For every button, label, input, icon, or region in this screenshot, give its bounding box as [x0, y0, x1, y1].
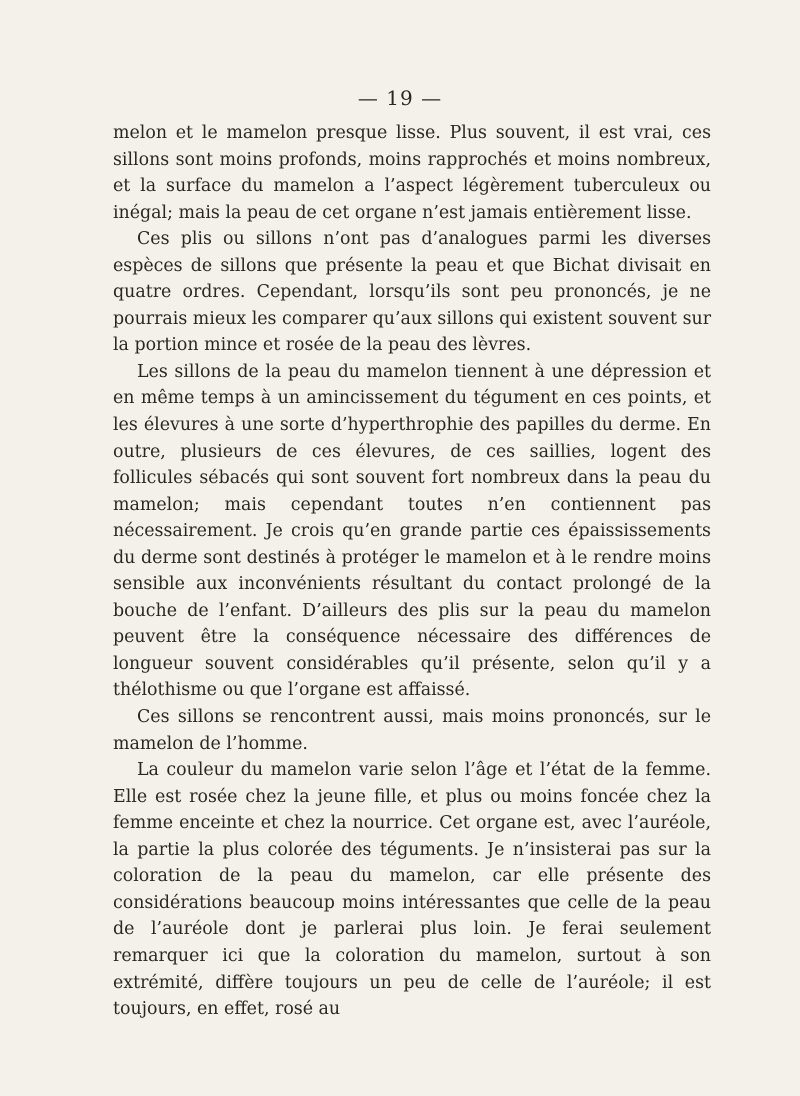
paragraph-homme: Ces sillons se rencontrent aussi, mais moins prononcés, sur le mamelon de l’homme. — [113, 707, 711, 754]
page-number: — 19 — — [357, 86, 443, 110]
paragraph-couleur: La couleur du mamelon varie selon l’âge et l’état de la femme. Elle est rosée chez la jeune fille, et plus ou moins foncée chez la femme enceinte et chez la nourrice. Cet organe est, avec l’auréole, la partie la plus colorée des téguments. Je n’insisterai pas sur la coloration de la peau du mamelon, car elle présente des considérations beaucoup moins intéressantes que celle de la peau de l’auréole dont je parlerai plus loin. Je ferai seulement remarquer ici que la coloration du mamelon, surtout à son extrémité, diffère toujours un peu de celle de l’auréole; il est toujours, en effet, rosé au — [113, 760, 711, 1020]
paragraph-continuation: melon et le mamelon presque lisse. Plus souvent, il est vrai, ces sillons sont moins profonds, moins rapprochés et moins nombreux, et la surface du mamelon a l’aspect légèrement tuberculeux ou inégal; mais la peau de cet organe n’est jamais entièrement lisse. — [113, 123, 711, 223]
paragraph-sillons-structure: Les sillons de la peau du mamelon tiennent à une dépression et en même temps à un amincissement du tégument en ces points, et les élevures à une sorte d’hyperthrophie des papilles du derme. En outre, plusieurs de ces élevures, de ces saillies, logent des follicules sébacés qui sont souvent fort nombreux dans la peau du mamelon; mais cependant toutes n’en contiennent pas nécessairement. Je crois qu’en grande partie ces épaississements du derme sont destinés à protéger le mamelon et à le rendre moins sensible aux inconvénients résultant du contact prolongé de la bouche de l’enfant. D’ailleurs des plis sur la peau du mamelon peuvent être la conséquence nécessaire des différences de longueur souvent considérables qu’il présente, selon qu’il y a thélothisme ou que l’organe est affaissé. — [113, 361, 711, 701]
paragraph-bichat-comparison: Ces plis ou sillons n’ont pas d’analogues parmi les diverses espèces de sillons que présente la peau et que Bichat divisait en quatre ordres. Cependant, lorsqu’ils sont peu prononcés, je ne pourrais mieux les comparer qu’aux sillons qui existent souvent sur la portion mince et rosée de la peau des lèvres. — [113, 229, 712, 356]
body-text — [113, 120, 711, 1023]
